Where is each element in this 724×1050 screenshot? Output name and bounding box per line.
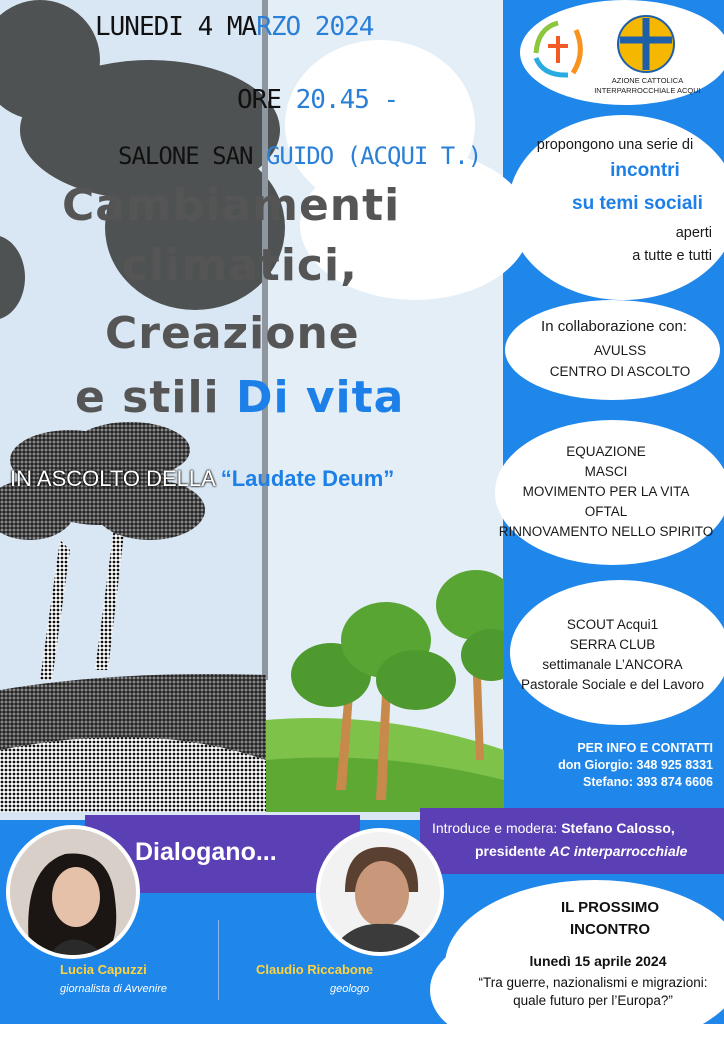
collaboration-list-2: EQUAZIONE MASCI MOVIMENTO PER LA VITA OFTAL RINNOVAMENTO NELLO SPIRITO	[498, 444, 714, 539]
tutti-text: a tutte e tutti	[632, 248, 712, 264]
propose-text: propongono una serie di	[536, 137, 694, 153]
azione-cattolica-logo-icon	[615, 14, 677, 74]
speaker-1-photo	[6, 825, 140, 959]
right-landscape-illustration	[266, 560, 504, 812]
parish-logo-icon	[528, 18, 588, 80]
collaboration-title: In collaborazione con:	[541, 318, 687, 335]
speaker-2-photo	[316, 828, 444, 956]
event-date: LUNEDI 4 MARZO 2024	[95, 12, 374, 42]
temi-text: su temi sociali	[572, 193, 703, 214]
title-line-2: climatici,	[122, 240, 358, 291]
dialogano-label: Dialogano...	[135, 838, 277, 866]
incontri-text: incontri	[610, 160, 680, 181]
event-time: ORE 20.45 -	[237, 85, 399, 115]
subtitle: IN ASCOLTO DELLA “Laudate Deum”	[10, 466, 395, 491]
speaker-2-role: geologo	[330, 983, 370, 995]
title-line-4: e stili Di vita	[75, 372, 405, 423]
title-line-1: Cambiamenti	[62, 180, 401, 231]
collaboration-list-3: SCOUT Acqui1 SERRA CLUB settimanale L’ANCORA Pastorale Sociale e del Lavoro	[520, 617, 705, 692]
speaker-1-name: Lucia Capuzzi	[60, 962, 147, 977]
moderator-box: Introduce e modera: Stefano Calosso, presidente AC interparrocchiale	[420, 808, 724, 874]
azione-cattolica-label: AZIONE CATTOLICA INTERPARROCCHIALE ACQUI	[594, 76, 701, 95]
aperti-text: aperti	[675, 225, 712, 241]
next-meeting-topic: “Tra guerre, nazionalismi e migrazioni: quale futuro per l’Europa?”	[478, 975, 708, 1008]
speakers-divider	[218, 920, 219, 1000]
speaker-1-role: giornalista di Avvenire	[60, 983, 168, 995]
collaboration-list-1: AVULSS CENTRO DI ASCOLTO	[549, 343, 691, 379]
event-location: SALONE SAN GUIDO (ACQUI T.)	[118, 142, 482, 170]
next-meeting-title: IL PROSSIMO INCONTRO	[560, 899, 660, 938]
next-meeting-date: lunedì 15 aprile 2024	[529, 953, 667, 969]
contact-info: PER INFO E CONTATTI don Giorgio: 348 925 8331 Stefano: 393 874 6606	[558, 741, 713, 789]
title-line-3: Creazione	[105, 308, 360, 359]
speaker-2-name: Claudio Riccabone	[256, 962, 374, 977]
